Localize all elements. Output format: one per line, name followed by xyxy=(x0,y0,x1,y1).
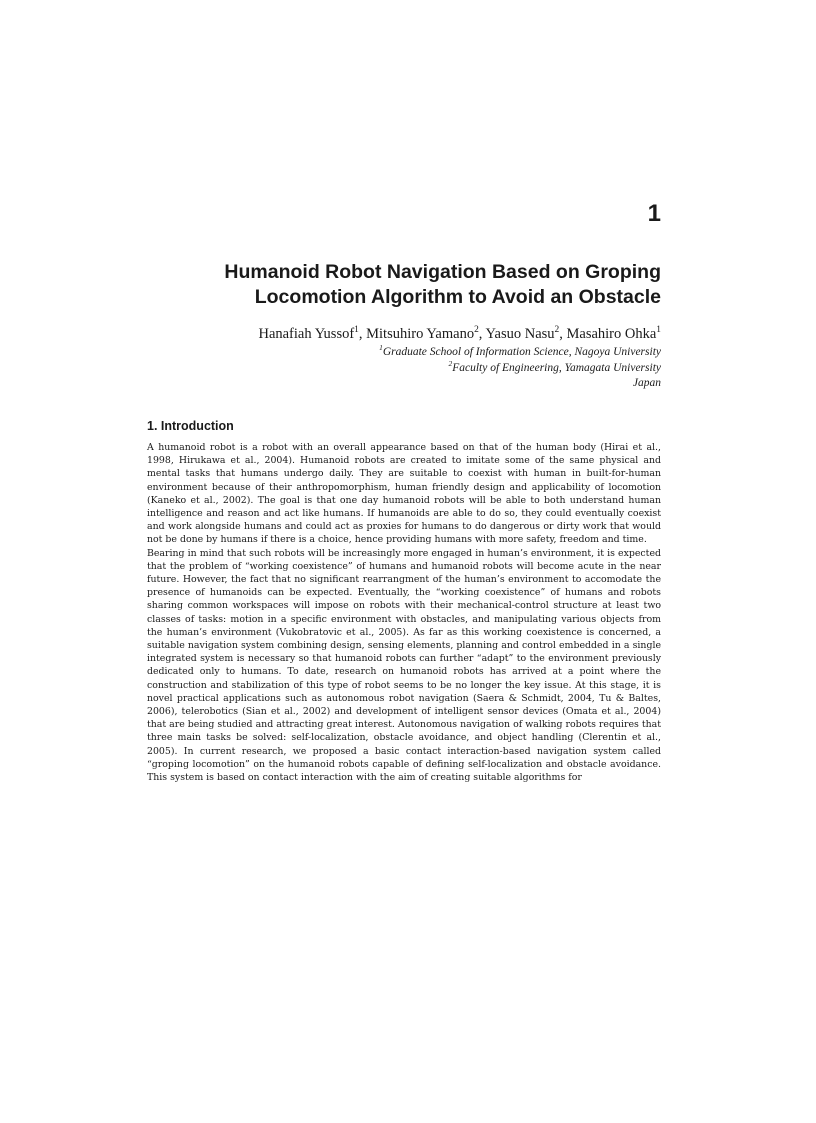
paragraph: A humanoid robot is a robot with an overall appearance based on that of the human body (Hirai et al., 1998, Hirukawa et al., 2004). Humanoid robots are created to imitate some of the same physical and mental tasks that humans undergo daily. They are suitable to coexist with human in built-for-human environment because of their anthropomorphism, human friendly design and applicability of locomotion (Kaneko et al., 2002). The goal is that one day humanoid robots will be able to both understand human intelligence and reason and act like humans. If humanoids are able to do so, they could eventually coexist and work alongside humans and could act as proxies for humans to do dangerous or dirty work that would not be done by humans if there is a choice, hence providing humans with more safety, freedom and time. xyxy=(147,442,661,546)
author-list xyxy=(258,325,661,343)
affiliation-mark: 2 xyxy=(448,358,453,368)
author-affil-mark: 1 xyxy=(656,325,661,336)
affiliation-text: Graduate School of Information Science, Nagoya University xyxy=(382,346,661,358)
section-heading: 1. Introduction xyxy=(147,419,234,433)
author-affil-mark: 2 xyxy=(554,325,560,336)
author-affil-mark: 2 xyxy=(474,325,479,336)
author-name: Masahiro Ohka xyxy=(566,326,657,342)
affiliation xyxy=(379,358,661,377)
author xyxy=(366,326,485,342)
paper-title xyxy=(147,260,661,310)
affiliation-text: Faculty of Engineering, Yamagata University xyxy=(452,361,661,374)
author-separator: , xyxy=(358,326,367,342)
title-line-1: Humanoid Robot Navigation Based on Groping xyxy=(224,261,661,283)
affiliation-country xyxy=(379,376,661,392)
affiliation-mark: 1 xyxy=(379,343,383,353)
author-separator: , xyxy=(478,326,486,342)
author xyxy=(567,326,662,342)
affiliation xyxy=(379,345,661,361)
author-name: Hanafiah Yussof xyxy=(258,326,355,342)
author xyxy=(258,326,366,342)
chapter-number: 1 xyxy=(647,200,661,227)
author-affil-mark: 1 xyxy=(354,325,359,336)
title-line-2: Locomotion Algorithm to Avoid an Obstacle xyxy=(254,286,661,308)
author-name: Mitsuhiro Yamano xyxy=(366,326,475,342)
section-body xyxy=(147,441,661,784)
affiliation-text: Japan xyxy=(632,377,661,389)
author xyxy=(486,326,567,342)
paragraph: Bearing in mind that such robots will be increasingly more engaged in human’s environment, it is expected that the problem of “working coexistence” of humans and humanoid robots will become acute in the near future. However, the fact that no significant rearrangment of the human’s environment to accomodate the presence of humanoids can be expected. Eventually, the “working coexistence” of humans and robots sharing common workspaces will impose on robots with their mechanical-control structure at least two classes of tasks: motion in a specific environment with obstacles, and manipulating various objects from the human’s environment (Vukobratovic et al., 2005). As far as this working coexistence is concerned, a suitable navigation system combining design, sensing elements, planning and control embedded in a single integrated system is necessary so that humanoid robots can further “adapt” to the environment previously dedicated only to humans. To date, research on humanoid robots has arrived at a point where the construction and stabilization of this type of robot seems to be no longer the key issue. At this stage, it is novel practical applications such as autonomous robot navigation (Saera & Schmidt, 2004, Tu & Baltes, 2006), telerobotics (Sian et al., 2002) and development of intelligent sensor devices (Omata et al., 2004) that are being studied and attracting great interest. Autonomous navigation of walking robots requires that three main tasks be solved: self-localization, obstacle avoidance, and object handling (Clerentin et al., 2005). In current research, we proposed a basic contact interaction-based navigation system called “groping locomotion” on the humanoid robots capable of defining self-localization and obstacle avoidance. This system is based on contact interaction with the aim of creating suitable algorithms for xyxy=(147,547,661,784)
affiliations xyxy=(379,345,661,392)
author-separator: , xyxy=(559,326,567,342)
author-name: Yasuo Nasu xyxy=(485,326,555,342)
